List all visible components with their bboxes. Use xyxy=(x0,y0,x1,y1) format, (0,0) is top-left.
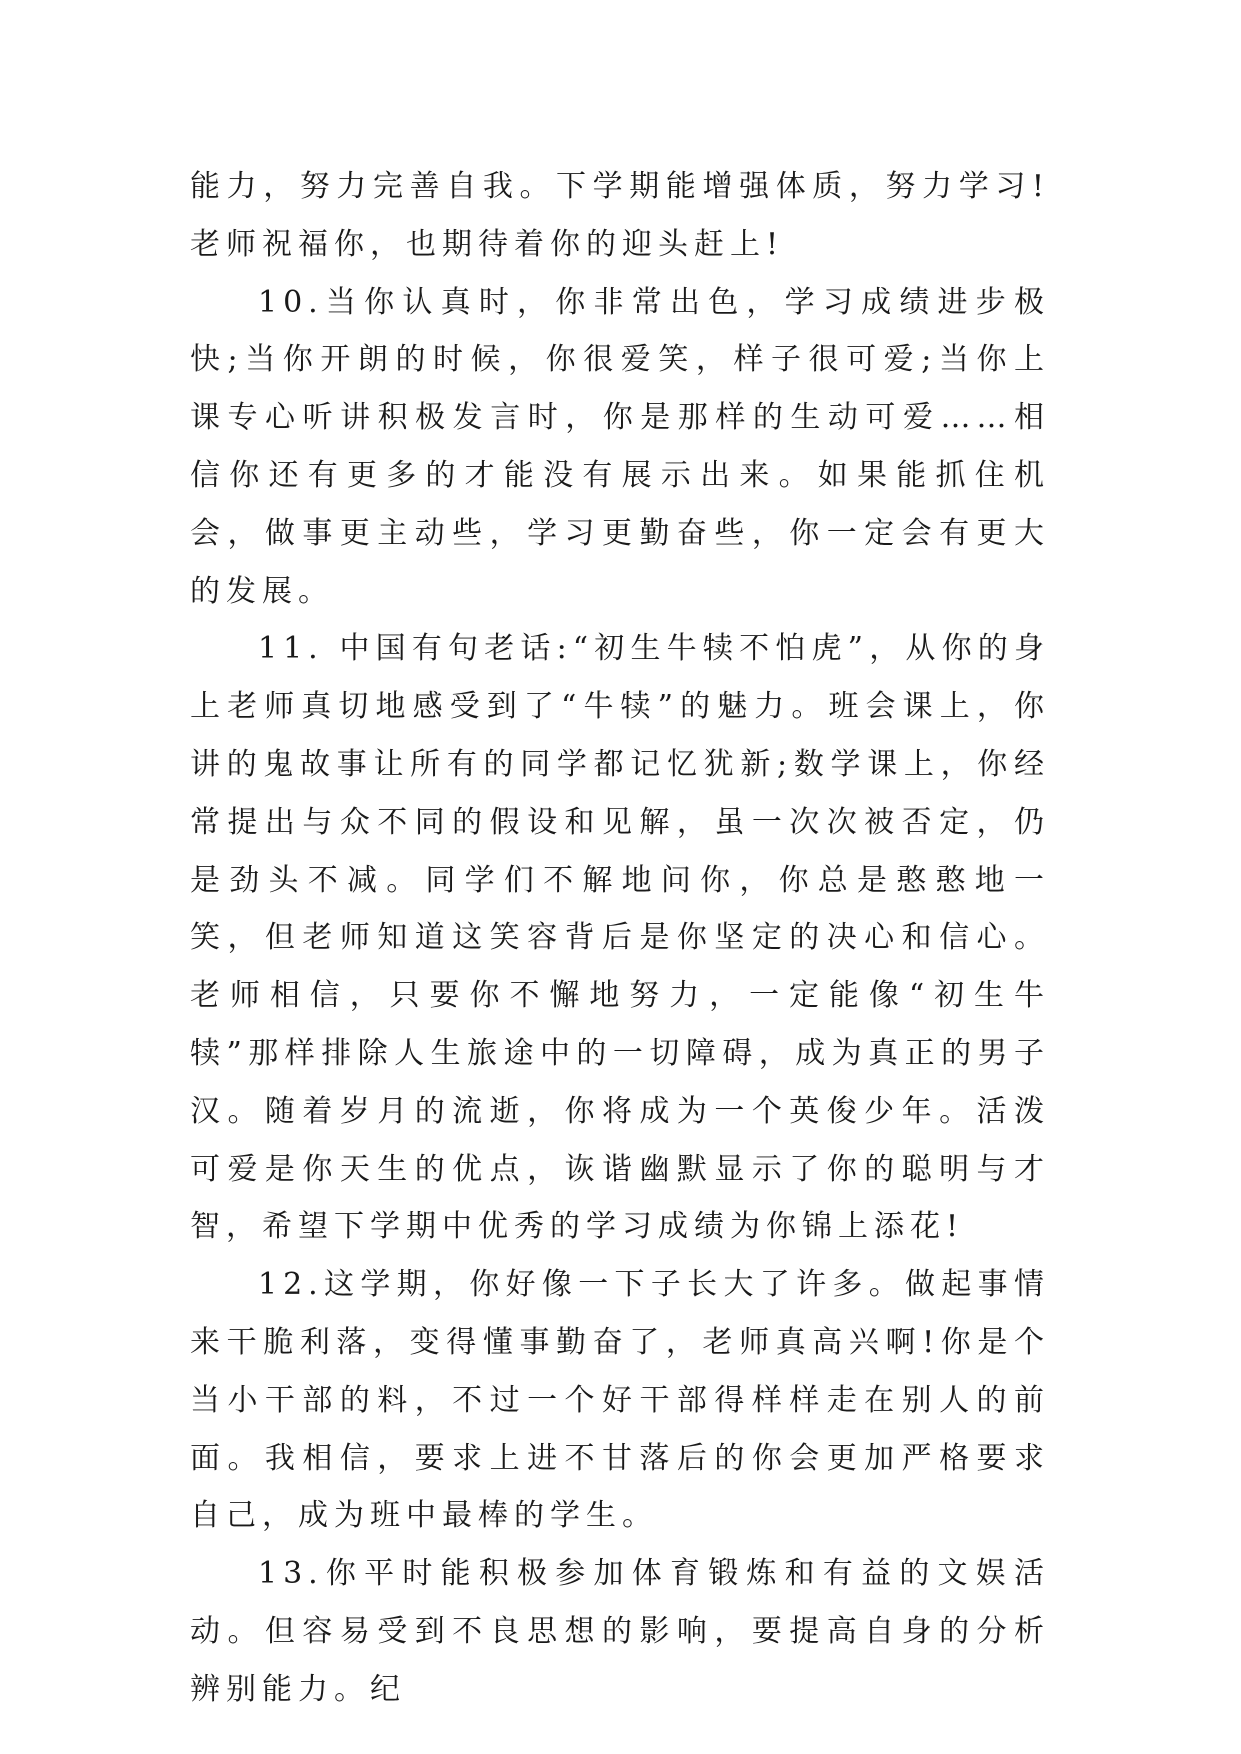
paragraph-comment-12: 12.这学期，你好像一下子长大了许多。做起事情来干脆利落，变得懂事勤奋了，老师真高兴啊!你是个当小干部的料，不过一个好干部得样样走在别人的前面。我相信，要求上进不甘落后的你会更加严格要求自己，成为班中最棒的学生。 xyxy=(190,1267,1050,1534)
paragraph-comment-10: 10.当你认真时，你非常出色，学习成绩进步极快;当你开朗的时候，你很爱笑，样子很可爱;当你上课专心听讲积极发言时，你是那样的生动可爱……相信你还有更多的才能没有展示出来。如果能抓住机会，做事更主动些，学习更勤奋些，你一定会有更大的发展。 xyxy=(190,284,1050,609)
paragraph-comment-11: 11. 中国有句老话:“初生牛犊不怕虎”，从你的身上老师真切地感受到了“牛犊”的魅力。班会课上，你讲的鬼故事让所有的同学都记忆犹新;数学课上，你经常提出与众不同的假设和见解，虽一次次被否定，仍是劲头不减。同学们不解地问你，你总是憨憨地一笑，但老师知道这笑容背后是你坚定的决心和信心。老师相信，只要你不懈地努力，一定能像“初生牛犊”那样排除人生旅途中的一切障碍，成为真正的男子汉。随着岁月的流逝，你将成为一个英俊少年。活泼可爱是你天生的优点，诙谐幽默显示了你的聪明与才智，希望下学期中优秀的学习成绩为你锦上添花! xyxy=(190,631,1050,1245)
document-body xyxy=(190,158,1050,1719)
paragraph-comment-13: 13.你平时能积极参加体育锻炼和有益的文娱活动。但容易受到不良思想的影响，要提高自身的分析辨别能力。纪 xyxy=(190,1556,1050,1707)
paragraph-continuation: 能力，努力完善自我。下学期能增强体质，努力学习!老师祝福你，也期待着你的迎头赶上! xyxy=(190,169,1050,262)
